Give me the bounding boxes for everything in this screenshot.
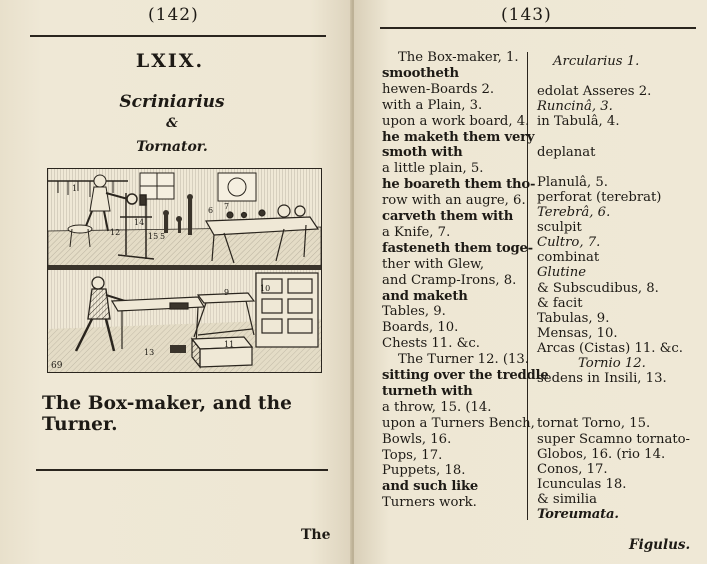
english-line: a Knife, 7. <box>382 224 451 240</box>
latin-line: edolat Asseres 2. <box>537 84 652 100</box>
header-rule-right <box>380 27 696 29</box>
latin-line: in Tabulâ, 4. <box>537 114 620 130</box>
figure-mark: 5 <box>160 232 166 241</box>
latin-line: deplanat <box>537 144 596 160</box>
figure-mark: 14 <box>134 218 145 227</box>
woodcut-drawing <box>48 169 321 372</box>
english-line: smootheth <box>382 65 459 81</box>
latin-line: Mensas, 10. <box>537 325 618 341</box>
latin-line: & Subscudibus, 8. <box>537 280 659 296</box>
upper-window-right <box>218 173 256 201</box>
latin-line: tornat Torno, 15. <box>537 416 651 432</box>
latin-line: Tabulas, 9. <box>537 310 610 326</box>
figure-caption: The Box-maker, and the Turner. <box>42 393 292 435</box>
latin-title-tornator: Tornator. <box>136 139 208 155</box>
latin-line: Glutine <box>537 265 587 281</box>
latin-title-ampersand: & <box>166 116 178 131</box>
figure-mark: 10 <box>260 284 271 293</box>
latin-line: Conos, 17. <box>537 461 608 477</box>
latin-line: & similia <box>537 491 597 507</box>
page-number-left: (142) <box>148 5 199 25</box>
latin-line: Planulâ, 5. <box>537 174 608 190</box>
chest-11 <box>192 337 252 367</box>
english-line: turneth with <box>382 383 473 399</box>
latin-line: Terebrâ, 6. <box>537 205 611 220</box>
latin-line: & facit <box>537 295 583 311</box>
english-line: he maketh them very <box>382 129 535 145</box>
figure-mark: 11 <box>224 340 235 349</box>
woodcut-illustration <box>47 168 322 373</box>
catchword-right: Figulus. <box>629 537 691 553</box>
latin-line: sculpit <box>537 220 582 236</box>
english-line: The Box-maker, 1. <box>398 50 519 65</box>
header-rule-left <box>30 35 326 37</box>
latin-line: Icunculas 18. <box>537 476 627 492</box>
english-line: smoth with <box>382 145 463 161</box>
figure-mark: 1 <box>72 184 78 193</box>
latin-line: Tornio 12. <box>578 356 646 371</box>
catchword-left: The <box>301 527 331 543</box>
latin-line: combinat <box>537 250 600 266</box>
latin-line: Toreumata. <box>537 507 619 522</box>
english-line: a throw, 15. (14. <box>382 399 492 415</box>
english-line: and such like <box>382 479 479 495</box>
english-line: fasteneth them toge- <box>382 240 533 256</box>
figure-mark: 9 <box>224 288 230 297</box>
english-line: a little plain, 5. <box>382 161 484 177</box>
latin-title-scriniarius: Scriniarius <box>119 92 225 112</box>
english-line: upon a work board, 4. <box>382 113 530 129</box>
english-line: Tops, 17. <box>382 447 443 463</box>
latin-line: sedens in Insili, 13. <box>537 371 667 387</box>
english-line: Bowls, 16. <box>382 431 452 447</box>
latin-line: Arcas (Cistas) 11. &c. <box>537 340 684 356</box>
english-line: he boareth them tho- <box>382 177 536 193</box>
figure-mark: 7 <box>224 202 230 211</box>
english-line: ther with Glew, <box>382 256 485 272</box>
english-line: carveth them with <box>382 209 514 224</box>
english-line: The Turner 12. (13. <box>398 352 529 368</box>
figure-mark: 6 <box>208 206 214 215</box>
latin-line: Globos, 16. (rio 14. <box>537 446 666 462</box>
latin-line: super Scamno tornato- <box>537 431 691 447</box>
english-line: sitting over the treddle <box>382 368 549 383</box>
latin-line: Arcularius 1. <box>553 54 640 69</box>
figure-mark: 15 <box>148 232 159 241</box>
figure-number: 69 <box>51 361 63 371</box>
latin-line: perforat (terebrat) <box>537 189 662 205</box>
latin-line: Cultro, 7. <box>537 235 601 251</box>
english-line: Turners work. <box>382 495 477 511</box>
english-line: row with an augre, 6. <box>382 193 526 209</box>
figure-mark: 13 <box>144 348 155 357</box>
page-number-right: (143) <box>501 5 552 25</box>
english-line: with a Plain, 3. <box>382 97 483 113</box>
latin-line: Runcinâ, 3. <box>537 99 613 115</box>
left-page <box>0 0 352 564</box>
english-line: and Cramp-Irons, 8. <box>382 272 517 288</box>
english-line: hewen-Boards 2. <box>382 81 495 97</box>
english-line: Puppets, 18. <box>382 463 466 479</box>
english-line: upon a Turners Bench, <box>382 415 535 431</box>
english-line: Boards, 10. <box>382 320 459 336</box>
floor-divider <box>48 265 321 270</box>
english-line: Chests 11. &c. <box>382 336 480 352</box>
figure-mark: 12 <box>110 228 121 237</box>
lesson-number: LXIX. <box>135 50 205 72</box>
footer-rule-left <box>36 469 328 471</box>
english-line: Tables, 9. <box>382 304 446 320</box>
english-line: and maketh <box>382 288 468 304</box>
